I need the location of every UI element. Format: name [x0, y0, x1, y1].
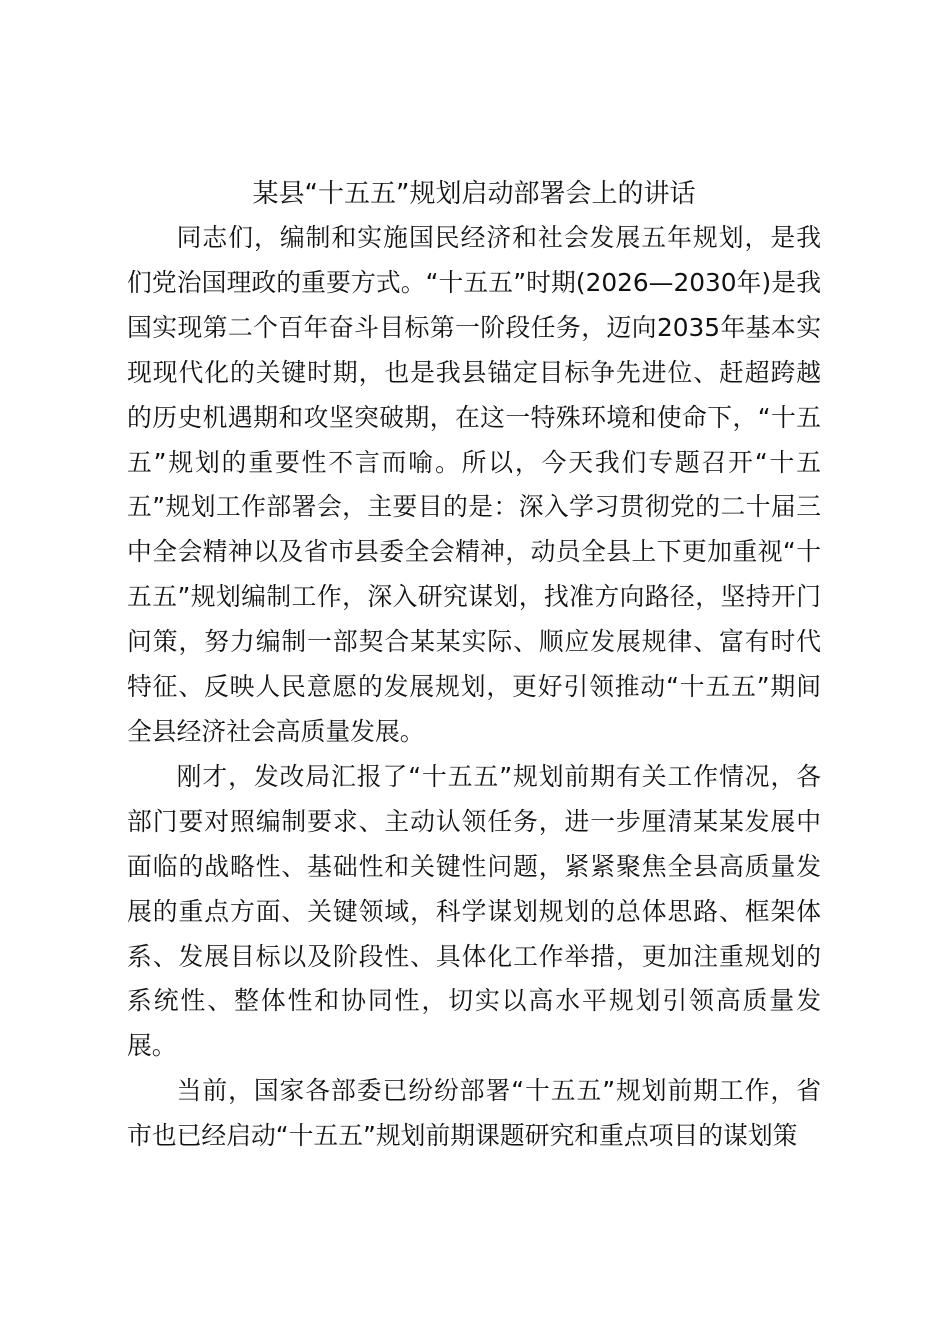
paragraph-1: 同志们，编制和实施国民经济和社会发展五年规划，是我们党治国理政的重要方式。“十五五”时期(2026—2030年)是我国实现第二个百年奋斗目标第一阶段任务，迈向2035年基本实现现代化的关键时期，也是我县锚定目标争先进位、赶超跨越的历史机遇期和攻坚突破期，在这一特殊环境和使命下，“十五五”规划的重要性不言而喻。所以，今天我们专题召开“十五五”规划工作部署会，主要目的是：深入学习贯彻党的二十届三中全会精神以及省市县委全会精神，动员全县上下更加重视“十五五”规划编制工作，深入研究谋划，找准方向路径，坚持开门问策，努力编制一部契合某某实际、顺应发展规律、富有时代特征、反映人民意愿的发展规划，更好引领推动“十五五”期间全县经济社会高质量发展。: [127, 223, 821, 746]
paragraph-2: 刚才，发改局汇报了“十五五”规划前期有关工作情况，各部门要对照编制要求、主动认领任务，进一步厘清某某发展中面临的战略性、基础性和关键性问题，紧紧聚焦全县高质量发展的重点方面、关键领域，科学谋划规划的总体思路、框架体系、发展目标以及阶段性、具体化工作举措，更加注重规划的系统性、整体性和协同性，切实以高水平规划引领高质量发展。: [127, 761, 821, 1061]
document-page: [127, 172, 821, 1159]
document-title: 某县“十五五”规划启动部署会上的讲话: [252, 179, 696, 209]
paragraph-3: 当前，国家各部委已纷纷部署“十五五”规划前期工作，省市也已经启动“十五五”规划前期课题研究和重点项目的谋划策: [127, 1076, 821, 1151]
